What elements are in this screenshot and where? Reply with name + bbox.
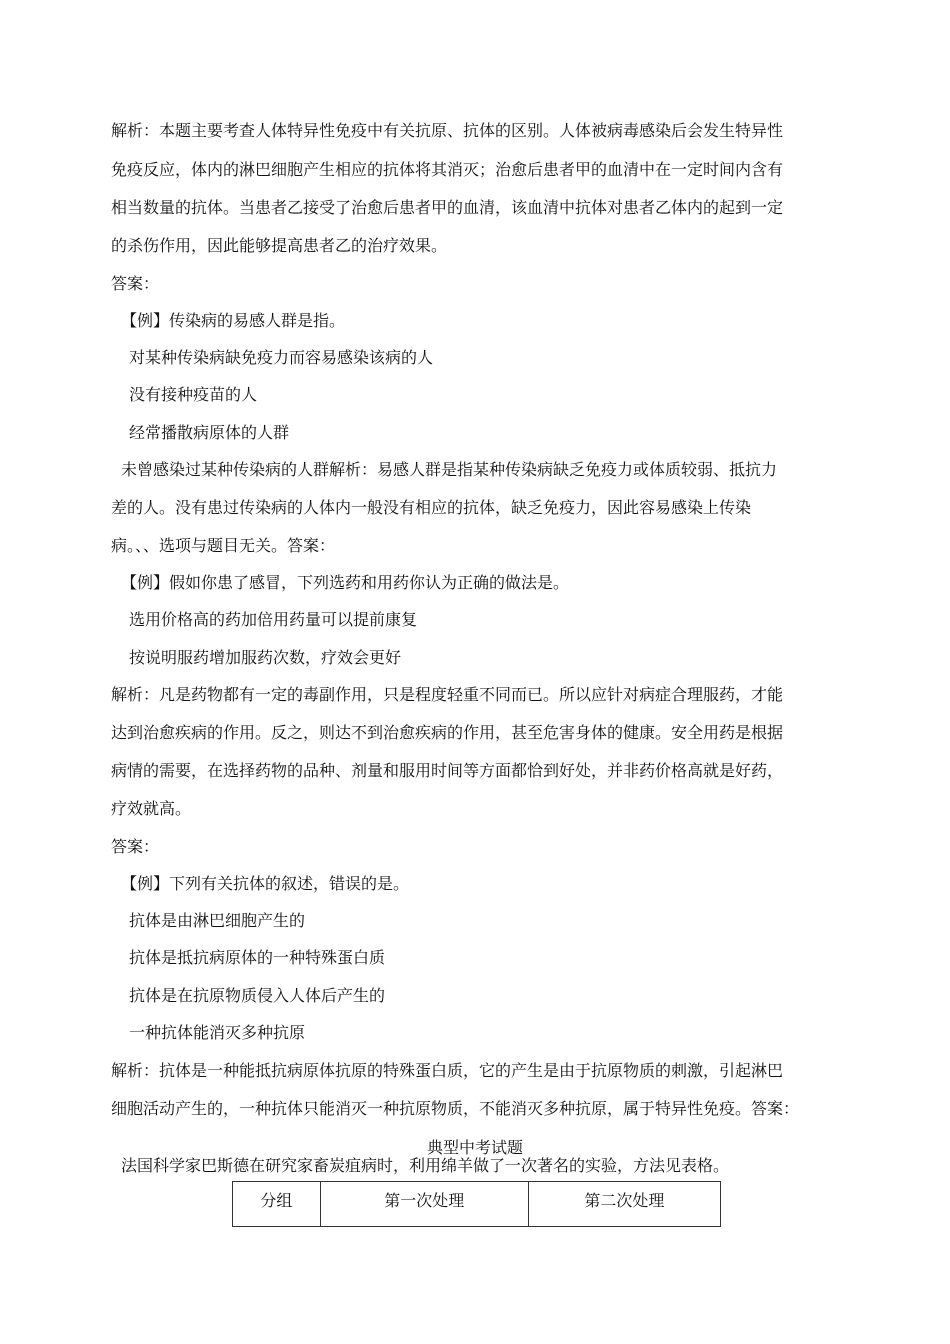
text-line: 对某种传染病缺免疫力而容易感染该病的人 [129, 348, 434, 367]
table-header-cell: 第二次处理 [528, 1182, 720, 1227]
text-line: 的杀伤作用，因此能够提高患者乙的治疗效果。 [111, 236, 448, 255]
text-line: 【例】假如你患了感冒，下列选药和用药你认为正确的做法是。 [121, 573, 570, 592]
text-line: 解析：凡是药物都有一定的毒副作用，只是程度轻重不同而已。所以应针对病症合理服药，才能 [111, 685, 784, 704]
text-line: 抗体是由淋巴细胞产生的 [129, 911, 306, 930]
table-header-cell: 第一次处理 [320, 1182, 528, 1227]
text-line: 【例】下列有关抗体的叙述，错误的是。 [121, 874, 410, 893]
text-line: 差的人。没有患过传染病的人体内一般没有相应的抗体，缺乏免疫力，因此容易感染上传染 [111, 498, 752, 517]
text-line: 疗效就高。 [111, 799, 192, 818]
text-line: 答案： [111, 274, 160, 293]
text-line: 病。、、选项与题目无关。答案： [111, 536, 336, 555]
section-title: 典型中考试题 [426, 1138, 523, 1157]
experiment-table [232, 1181, 721, 1227]
text-line: 解析：抗体是一种能抵抗病原体抗原的特殊蛋白质，它的产生是由于抗原物质的刺激，引起淋巴 [111, 1061, 784, 1080]
text-line: 解析：本题主要考查人体特异性免疫中有关抗原、抗体的区别。人体被病毒感染后会发生特异性 [111, 121, 784, 140]
intro-paragraph: 法国科学家巴斯德在研究家畜炭疽病时，利用绵羊做了一次著名的实验，方法见表格。 [121, 1156, 730, 1175]
table-header-cell: 分组 [233, 1182, 321, 1227]
text-line: 达到治愈疾病的作用。反之，则达不到治愈疾病的作用，甚至危害身体的健康。安全用药是根据 [111, 723, 784, 742]
text-line: 答案： [111, 837, 160, 856]
text-line: 抗体是抵抗病原体的一种特殊蛋白质 [129, 948, 386, 967]
text-line: 经常播散病原体的人群 [129, 423, 290, 442]
text-line: 相当数量的抗体。当患者乙接受了治愈后患者甲的血清，该血清中抗体对患者乙体内的起到一定 [111, 198, 784, 217]
text-line: 病情的需要，在选择药物的品种、剂量和服用时间等方面都恰到好处，并非药价格高就是好药， [111, 761, 784, 780]
text-line: 免疫反应，体内的淋巴细胞产生相应的抗体将其消灭；治愈后患者甲的血清中在一定时间内含有 [111, 160, 784, 179]
text-line: 按说明服药增加服药次数，疗效会更好 [129, 648, 402, 667]
text-line: 细胞活动产生的，一种抗体只能消灭一种抗原物质，不能消灭多种抗原，属于特异性免疫。答案： [111, 1099, 800, 1118]
text-line: 未曾感染过某种传染病的人群解析：易感人群是指某种传染病缺乏免疫力或体质较弱、抵抗力 [121, 460, 778, 479]
text-line: 一种抗体能消灭多种抗原 [129, 1023, 306, 1042]
text-line: 【例】传染病的易感人群是指。 [121, 311, 346, 330]
text-line: 没有接种疫苗的人 [129, 385, 258, 404]
text-line: 抗体是在抗原物质侵入人体后产生的 [129, 986, 386, 1005]
text-line: 选用价格高的药加倍用药量可以提前康复 [129, 610, 418, 629]
table-header-row [233, 1182, 721, 1227]
